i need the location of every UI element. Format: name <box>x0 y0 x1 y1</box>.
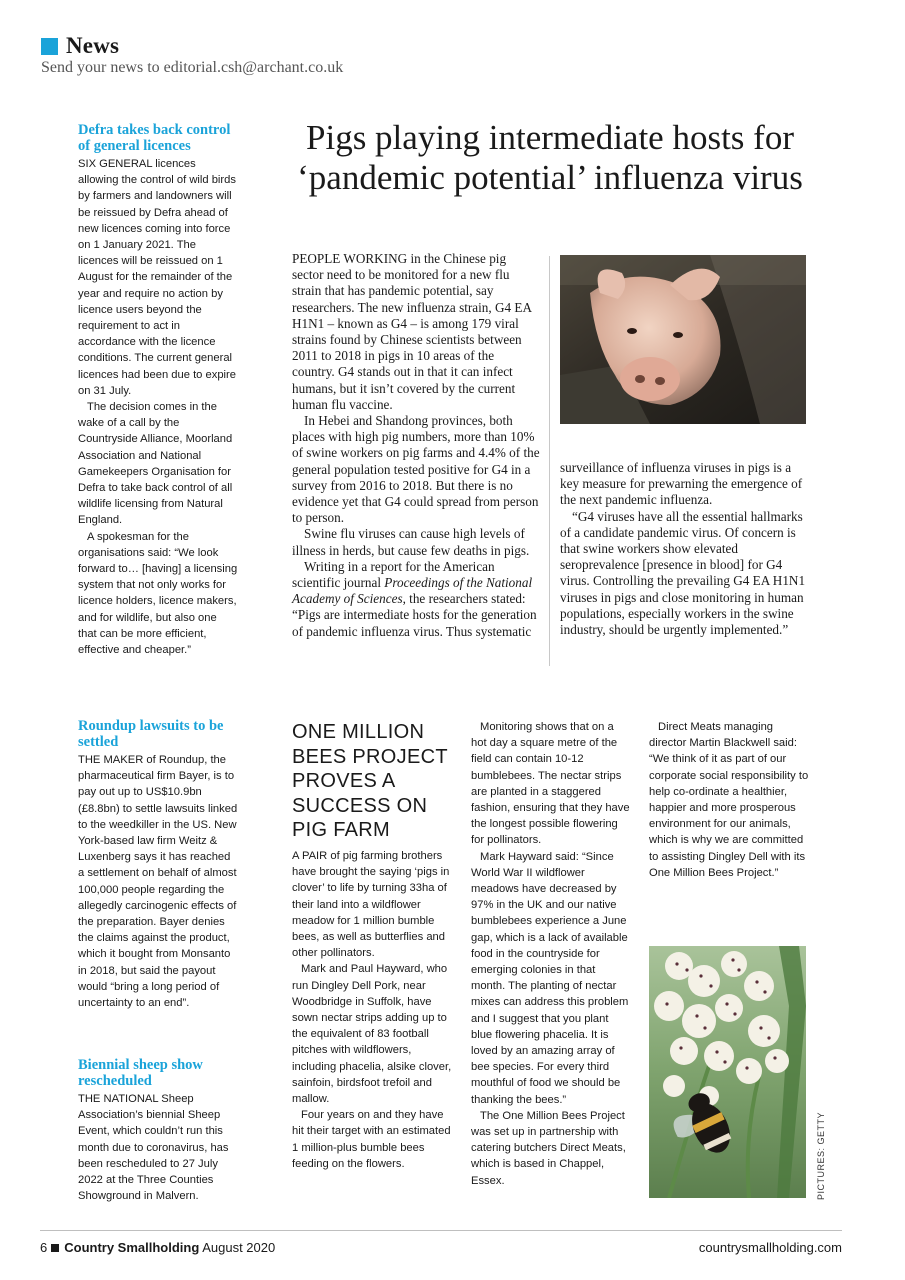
column-divider <box>549 256 550 666</box>
bees-headline: ONE MILLION BEES PROJECT PROVES A SUCCESS ON PIG FARM <box>292 721 448 841</box>
sidebar-story-paragraph: THE MAKER of Roundup, the pharmaceutical firm Bayer, is to pay out up to US$10.9bn (£8.8bn) to settle lawsuits linked to the weedkiller in the US. New York-based law firm Weitz & Luxenberg says it has reached a settlement on behalf of almost 100,000 people regarding the allegedly carcinogenic effects of the preparation. Bayer denies the claims against the product, which it bought from Monsanto in 2018, but said the payout would “bring a long period of uncertainty to an end”. <box>78 754 238 1010</box>
section-marker <box>41 38 58 55</box>
article-paragraph: Writing in a report for the American scientific journal Proceedings of the National Academy of Sciences, the researchers stated: “Pigs are intermediate hosts for the generation of pandemic influenza virus. Thus systematic <box>292 558 537 639</box>
photo-credit: PICTURES: GETTY <box>816 1111 826 1200</box>
sidebar-story-title: Defra takes back control of general licences <box>78 122 231 154</box>
magazine-name: Country Smallholding <box>64 1240 200 1255</box>
section-title: News <box>66 33 120 58</box>
article-paragraph: surveillance of influenza viruses in pigs is a key measure for prewarning the emergence of the next pandemic influenza. <box>560 460 803 508</box>
article-paragraph: Direct Meats managing director Martin Blackwell said: “We think of it as part of our corporate social responsibility to help co-ordinate a healthier, happier and more prosperous environment for our animals, which is why we are committed to assisting Dingley Dell with its One Million Bees Project.” <box>649 721 809 879</box>
journal-name: Proceedings of the National Academy of Sciences <box>292 575 533 607</box>
sidebar-story-defra <box>78 122 238 658</box>
bees-article-column-2 <box>471 719 631 1189</box>
section-subtitle: Send your news to editorial.csh@archant.co.uk <box>41 59 344 76</box>
footer-left <box>40 1240 275 1255</box>
footer-square <box>51 1244 59 1252</box>
article-paragraph: PEOPLE WORKING in the Chinese pig sector need to be monitored for a new flu strain that has pandemic potential, say researchers. The new influenza strain, G4 EA H1N1 – known as G4 – is among 179 viral strains found by Chinese scientists between 2011 to 2018 in pigs in 10 areas of the country. G4 stands out in that it can infect humans, but it isn’t covered by the current human flu vaccine. <box>292 251 532 412</box>
article-paragraph: Mark Hayward said: “Since World War II wildflower meadows have decreased by 97% in the UK and our native bumblebees experience a June gap, which is a lack of available food in the countryside for emerging colonies in that month. The planting of nectar mixes can address this problem and I suggest that you plant blue flowering phacelia. It is loved by an amazing array of bee species. For every third mouthful of food we should be thanking the bees.” <box>471 850 629 1106</box>
footer-rule <box>40 1230 842 1231</box>
article-paragraph: Four years on and they have hit their target with an estimated 1 million-plus bumble bees feeding on the flowers. <box>292 1109 451 1170</box>
bees-article-column-1 <box>292 848 454 1172</box>
sidebar-story-paragraph: THE NATIONAL Sheep Association’s biennial Sheep Event, which couldn’t run this month due to coronavirus, has been rescheduled to 27 July 2022 at the Three Counties Showground in Malvern. <box>78 1093 229 1203</box>
article-paragraph: Swine flu viruses can cause high levels of illness in herds, but cause few deaths in pigs. <box>292 526 530 558</box>
article-paragraph: In Hebei and Shandong provinces, both places with high pig numbers, more than 10% of swine workers on pig farms and 4.4% of the general population tested positive for G4 in a survey from 2016 to 2018. But there is no evidence yet that G4 could spread from person to person. <box>292 413 540 526</box>
footer-website: countrysmallholding.com <box>698 1240 842 1255</box>
sidebar-story-title: Biennial sheep show rescheduled <box>78 1057 203 1089</box>
main-article-column-left <box>292 251 540 640</box>
main-headline: Pigs playing intermediate hosts for ‘pandemic potential’ influenza virus <box>297 118 803 197</box>
article-paragraph: Mark and Paul Hayward, who run Dingley Dell Pork, near Woodbridge in Suffolk, have sown nectar strips adding up to the equivalent of 83 football pitches with wildflowers, including phacelia, alsike clover, sainfoin, birdsfoot trefoil and mallow. <box>292 963 452 1106</box>
pig-photo <box>560 255 806 424</box>
sidebar-story-paragraph: The decision comes in the wake of a call by the Countryside Alliance, Moorland Association and National Gamekeepers Organisation for Defra to take back control of all wildlife licensing from Natural England. <box>78 401 233 527</box>
page-number: 6 <box>40 1240 48 1255</box>
article-paragraph: The One Million Bees Project was set up in partnership with catering butchers Direct Meats, which is based in Chappel, Essex. <box>471 1109 626 1187</box>
bees-article-column-3 <box>649 719 809 881</box>
sidebar-story-roundup <box>78 718 238 1011</box>
sidebar-story-title: Roundup lawsuits to be settled <box>78 718 224 750</box>
sidebar-story-paragraph: SIX GENERAL licences allowing the control of wild birds by farmers and landowners will be reissued by Defra ahead of new licences coming into force on 1 January 2021. The licences will be reissued on 1 August for the remainder of the year and require no action by licence users beyond the requirement to act in accordance with the licence conditions. The current general licences had been due to expire on 31 July. <box>78 158 236 397</box>
issue-date: August 2020 <box>202 1240 276 1255</box>
main-article-column-right <box>560 460 812 638</box>
bee-photo <box>649 946 806 1198</box>
sidebar-story-paragraph: A spokesman for the organisations said: “We look forward to… [having] a licensing system that not only works for licence holders, licence makers, and for wildlife, but also one that can be more efficient, effective and cheaper.” <box>78 530 238 657</box>
sidebar-story-sheep <box>78 1057 238 1204</box>
article-paragraph: “G4 viruses have all the essential hallmarks of a candidate pandemic virus. Of concern is that swine workers show elevated seroprevalence [presence in blood] for G4 virus. Controlling the prevailing G4 EA H1N1 viruses in pigs and close monitoring in human populations, especially workers in the swine industry, should be urgently implemented.” <box>560 508 806 638</box>
article-paragraph: A PAIR of pig farming brothers have brought the saying ‘pigs in clover’ to life by turning 33ha of their land into a wildflower meadow for 1 million bumble bees, as well as butterflies and other pollinators. <box>292 850 450 960</box>
article-paragraph: Monitoring shows that on a hot day a square metre of the field can contain 10-12 bumblebees. The nectar strips are planted in a staggered fashion, ensuring that they have the longest possible flowering for pollinators. <box>471 721 630 847</box>
